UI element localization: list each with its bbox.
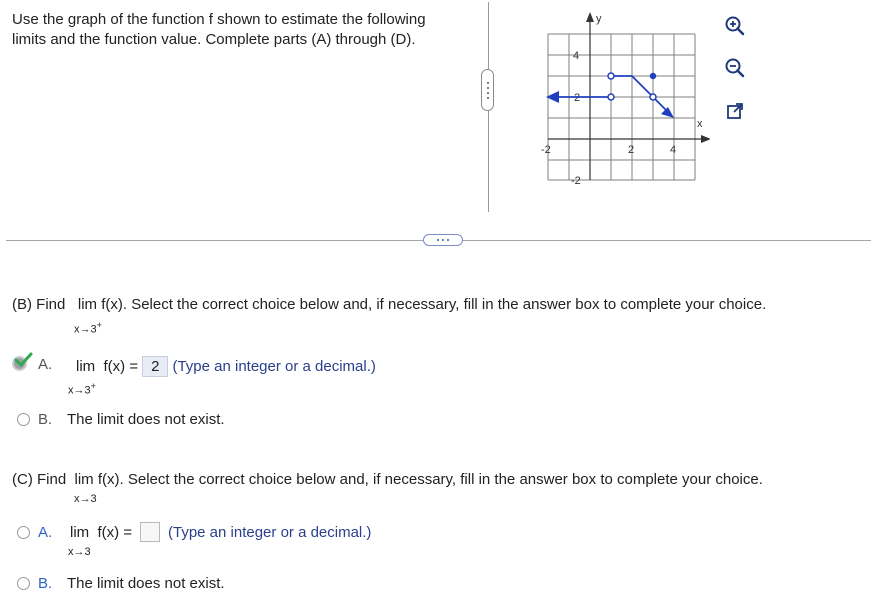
part-b-option-a-subscript [68,381,96,397]
tick-x-neg2: -2 [541,144,551,156]
open-point [650,94,656,100]
zoom-out-button[interactable] [722,55,748,81]
right-arrow-icon [661,107,674,118]
part-b-prefix: (B) Find [12,296,66,313]
part-c-lim: lim [74,471,94,488]
option-a-fx: f(x) = [97,524,133,541]
popout-button[interactable] [722,98,748,124]
question-text: Use the graph of the function f shown to estimate the following limits and the function value. Complete parts (A) through (D). [12,11,426,48]
part-b-option-a-expression [76,356,376,377]
zoom-in-button[interactable] [722,13,748,39]
function-graph [530,2,710,192]
x-axis-label: x [697,118,703,130]
option-a-sup-text: + [90,381,96,391]
part-b-sup-text: + [96,320,102,330]
part-c-option-b-radio[interactable] [17,577,30,590]
part-b-option-b-radio[interactable] [17,413,30,426]
part-b-option-b-letter: B. [38,411,53,428]
tick-y-neg2: -2 [571,175,581,187]
option-a-sub-text: x→3 [68,384,91,397]
open-point [608,94,614,100]
part-c-answer-input[interactable] [140,522,160,542]
tick-x-2: 2 [628,144,635,156]
part-c-prefix: (C) Find [12,471,67,488]
popout-icon [725,101,745,121]
part-c-limit-subscript: x→3 [74,493,97,505]
part-b-option-b-text: The limit does not exist. [67,411,225,428]
part-c-option-a-subscript: x→3 [68,546,91,558]
vertical-resize-handle[interactable] [481,69,494,111]
option-a-lim: lim [76,358,96,375]
part-b-prompt [12,296,766,313]
open-point [608,73,614,79]
part-b-answer-value[interactable]: 2 [142,356,168,377]
part-b-limit-subscript [74,320,102,336]
zoom-out-icon [724,57,746,79]
zoom-in-icon [724,15,746,37]
part-b-fx: f(x). [101,296,128,313]
y-axis-arrow-icon [586,12,594,22]
option-a-lim: lim [70,524,90,541]
part-c-rest: Select the correct choice below and, if necessary, fill in the answer box to complete your choice. [127,471,763,488]
tick-y-2: 2 [574,92,581,104]
tick-x-4: 4 [670,144,677,156]
option-a-fx: f(x) = [103,358,139,375]
part-c-option-a-letter: A. [38,524,53,541]
x-axis-arrow-icon [701,135,710,143]
part-b-sub-text: x→3 [74,323,97,336]
part-b-lim: lim [77,296,98,313]
y-axis-label: y [596,13,602,25]
tick-y-4: 4 [573,50,580,62]
part-c-option-a-expression [70,524,132,541]
part-b-rest: Select the correct choice below and, if necessary, fill in the answer box to complete your choice. [131,296,767,313]
part-c-fx: f(x). [97,471,124,488]
part-b-option-a-hint: (Type an integer or a decimal.) [172,358,376,375]
closed-point [650,73,656,79]
horizontal-resize-handle[interactable] [423,234,463,246]
part-b-option-a-letter: A. [38,356,53,373]
part-c-option-b-text: The limit does not exist. [67,575,225,592]
part-c-option-a-radio[interactable] [17,526,30,539]
grid-lines [548,34,695,180]
part-c-option-a-hint: (Type an integer or a decimal.) [168,524,372,541]
part-c-prompt [12,471,763,488]
checkmark-icon [14,352,34,368]
part-c-option-b-letter: B. [38,575,53,592]
